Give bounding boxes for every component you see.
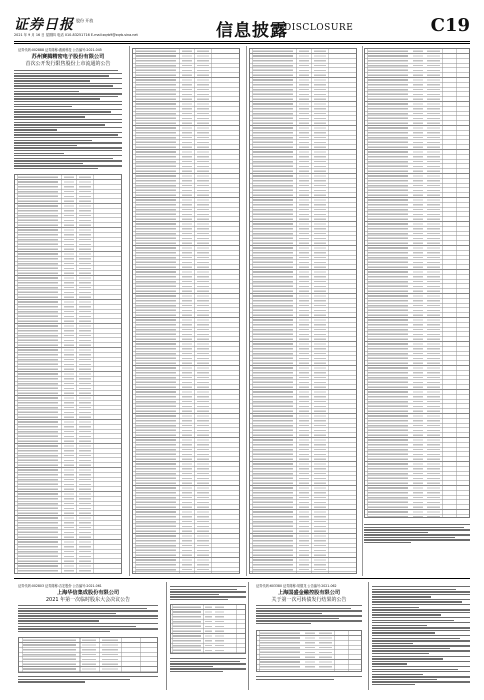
lower-announcements (14, 582, 470, 690)
shareholder-table-3 (249, 48, 357, 574)
masthead-info: 2021 年 9 月 16 日 星期四 电话 010-83251716 E-mail:zqrb9@zqrb.sina.net (14, 33, 138, 37)
announcement-2-body (18, 605, 158, 633)
announcement-2 (14, 582, 162, 690)
column-1 (14, 46, 122, 576)
announcement-3-continued (372, 582, 470, 690)
announcement-3-company: 上海国盛金融控股有限公司 (277, 590, 341, 596)
section-subtitle: DISCLOSURE (284, 23, 354, 33)
vote-results-table (170, 604, 246, 654)
announcement-3-body (256, 605, 362, 626)
announcement-3-title: 关于第一次可转债发行结果的公告 (271, 597, 347, 603)
announcement-2-continued (170, 582, 246, 690)
column-4-notes (364, 524, 470, 545)
shareholder-table-2 (132, 48, 240, 574)
announcement-2-title: 2021 年第一次临时股东大会决议公告 (45, 597, 131, 603)
announcement-2-company: 上海华信集成股份有限公司 (56, 590, 120, 596)
announcement-company: 苏州赛腾精密电子股份有限公司 (31, 54, 105, 60)
masthead-logo: 证券日报 (14, 17, 74, 33)
page-header (14, 14, 470, 40)
column-2 (132, 46, 240, 576)
announcement-2-table (18, 637, 158, 673)
announcement-title: 首次公开发行限售股份上市流通的公告 (25, 61, 111, 67)
upper-columns (14, 46, 470, 576)
shareholder-table-4 (364, 48, 470, 518)
column-4 (364, 46, 470, 576)
announcement-3-table (256, 630, 362, 672)
announcement-code-line: 证券代码:002888 证券简称:惠威科技 公告编号:2021-045 (18, 48, 102, 52)
announcement-body (14, 70, 122, 171)
column-3 (249, 46, 357, 576)
page-number: C19 (430, 15, 470, 36)
header-rule (14, 41, 470, 42)
restricted-shares-table (14, 174, 122, 574)
section-title: 信息披露 (216, 21, 288, 41)
announcement-2-code-line: 证券代码:002803 证券简称:吉宏股份 公告编号:2021-061 (18, 584, 102, 588)
announcement-3-code-line: 证券代码:603380 证券简称:易德龙 公告编号:2021-062 (256, 584, 337, 588)
section-divider (14, 578, 470, 579)
announcement-3 (252, 582, 366, 690)
header-rule-thin (14, 43, 470, 44)
masthead-tag: 股份 开放 (76, 18, 94, 23)
